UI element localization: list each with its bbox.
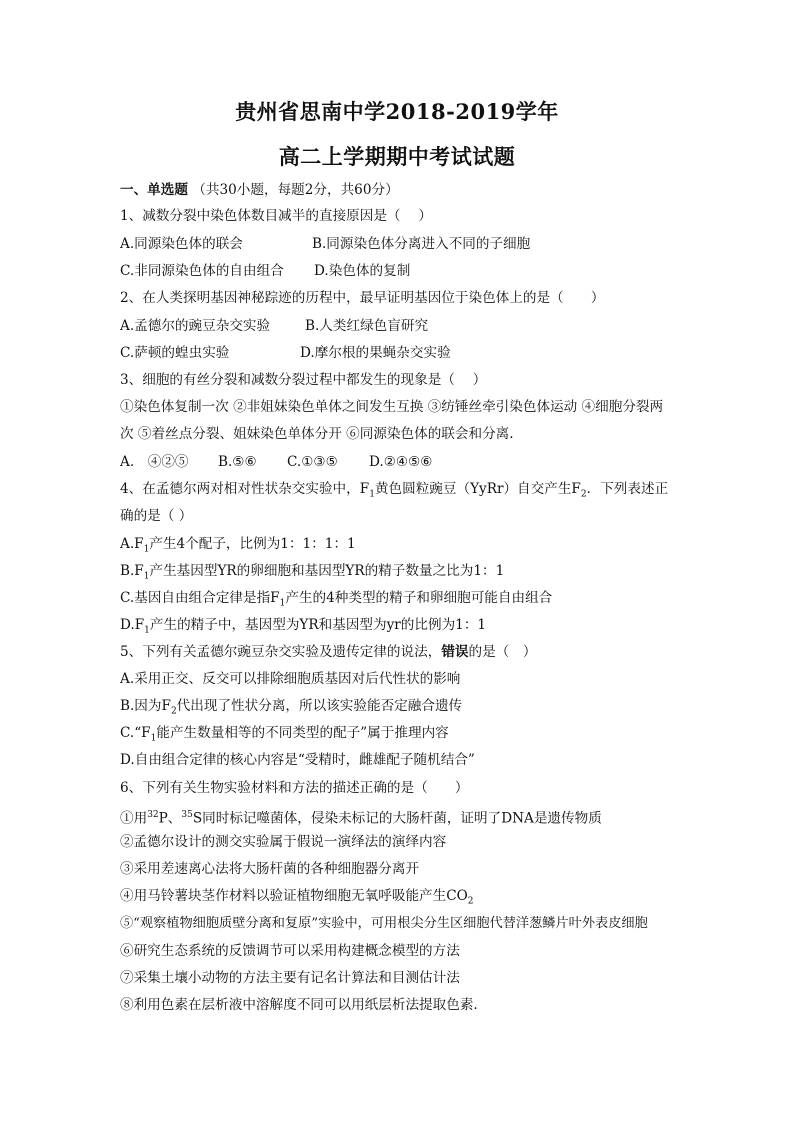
item-part: S同时标记噬菌体，侵染未标记的大肠杆菌，证明了DNA是遗传物质 [192,810,602,827]
subscript: 1 [279,598,286,609]
option-part: 产生基因型YR的卵细胞和基因型YR的精子数量之比为1：1 [149,563,505,579]
option-part: 代出现了性状分离，所以该实验能否定融合遗传 [176,698,463,714]
question-4-option-d [120,616,486,640]
question-1-option-a: A.同源染色体的联会 [120,236,243,252]
question-4-stem-part: 黄色圆粒豌豆（YyRr）自交产生F [374,481,581,497]
option-part: B.F [120,563,144,579]
exam-title-term: 高二上学期期中考试试题 [278,144,516,169]
option-part: C.“F [120,725,151,741]
option-part: 产生的精子中，基因型为YR和基因型为yr的比例为1：1 [149,617,487,633]
option-part: B.因为F [120,698,171,714]
question-3-option-a: A. ④②⑤ [120,454,189,470]
question-2-option-a: A.孟德尔的豌豆杂交实验 [120,318,271,334]
item-part: P、 [158,810,182,827]
superscript: 32 [147,810,159,820]
question-4-stem-part: ．下列表述正 [586,481,669,497]
question-4-option-a [120,535,356,559]
question-6-item-8: ⑧利用色素在层析液中溶解度不同可以用纸层析法提取色素. [120,997,478,1013]
question-1-option-c: C.非同源染色体的自由组合 [120,263,284,279]
section-heading [120,181,399,199]
question-6-item-5: ⑤“观察植物细胞质壁分离和复原”实验中，可用根尖分生区细胞代替洋葱鳞片叶外表皮细胞 [120,916,648,931]
item-part: ④用马铃薯块茎作材料以验证植物细胞无氧呼吸能产生CO [120,888,468,904]
question-1-option-d: D.染色体的复制 [314,263,411,279]
option-part: A.F [120,536,144,552]
question-3-stem: 3、细胞的有丝分裂和减数分裂过程中都发生的现象是（ ） [120,372,487,388]
subscript: 1 [143,571,150,582]
question-6-item-6: ⑥研究生态系统的反馈调节可以采用构建概念模型的方法 [120,943,460,959]
subscript: 1 [369,489,375,500]
question-5-stem [120,643,536,661]
question-5-option-b [120,697,462,721]
option-part: C.基因自由组合定律是指F [120,590,280,606]
question-1-option-b: B.同源染色体分离进入不同的子细胞 [312,236,531,252]
subscript: 1 [144,625,150,636]
exam-title-school: 贵州省思南中学2018-2019学年 [235,99,559,124]
question-6-stem: 6、下列有关生物实验材料和方法的描述正确的是（ ） [120,780,469,796]
question-4-stem-part: 4、在孟德尔两对相对性状杂交实验中，F [120,481,370,497]
option-part: 产生的4种类型的精子和卵细胞可能自由组合 [285,590,553,606]
question-6-item-7: ⑦采集土壤小动物的方法主要有记名计算法和目测估计法 [120,970,460,986]
question-2-option-b: B.人类红绿色盲研究 [305,318,429,334]
option-part: D.F [120,617,145,633]
question-5-option-c [120,724,449,748]
question-1-stem: 1、减数分裂中染色体数目减半的直接原因是（ ） [120,208,433,224]
subscript: 1 [143,544,150,555]
question-2-option-d: D.摩尔根的果蝇杂交实验 [300,345,451,361]
question-5-option-d: D.自由组合定律的核心内容是“受精时，雌雄配子随机结合” [120,752,475,768]
question-3-body-line-1: ①染色体复制一次 ②非姐妹染色单体之间发生互换 ③纺锤丝牵引染色体运动 ④细胞分裂两 [120,399,664,415]
subscript: 2 [580,489,587,500]
question-6-item-2: ②孟德尔设计的测交实验属于假说一演绎法的演绎内容 [120,834,447,850]
question-4-stem [120,480,668,504]
emphasis-word: 错误 [441,644,469,660]
superscript: 35 [181,810,193,820]
question-2-option-c: C.萨顿的蝗虫实验 [120,345,230,361]
question-4-stem-line-2: 确的是（ ） [120,508,193,524]
subscript: 2 [467,896,474,907]
subscript: 2 [170,706,177,717]
item-part: ①用 [120,810,148,827]
question-4-option-b [120,562,504,586]
option-part: 产生4个配子，比例为1：1：1：1 [149,536,356,552]
question-4-option-c [120,589,552,613]
question-6-item-4 [120,887,474,911]
question-3-option-b: B.⑤⑥ [218,454,257,470]
question-3-body-line-2: 次 ⑤着丝点分裂、姐妹染色单体分开 ⑥同源染色体的联会和分离. [120,426,514,442]
question-3-option-d: D.②④⑤⑥ [369,454,433,470]
question-5-stem-part: 5、下列有关孟德尔豌豆杂交实验及遗传定律的说法， [120,644,442,660]
section-note: （共30小题，每题2分，共60分） [192,182,399,198]
question-6-item-3: ③采用差速离心法将大肠杆菌的各种细胞器分离开 [120,861,420,877]
subscript: 1 [150,733,157,744]
question-5-stem-part: 的是（ ） [468,644,537,660]
question-3-option-c: C.①③⑤ [287,454,338,470]
question-5-option-a: A.采用正交、反交可以排除细胞质基因对后代性状的影响 [120,671,461,687]
option-part: 能产生数量相等的不同类型的配子”属于推理内容 [156,725,449,741]
section-label: 一、单选题 [120,182,188,198]
question-2-stem: 2、在人类探明基因神秘踪迹的历程中，最早证明基因位于染色体上的是（ ） [120,290,605,306]
question-6-item-1 [120,806,602,828]
